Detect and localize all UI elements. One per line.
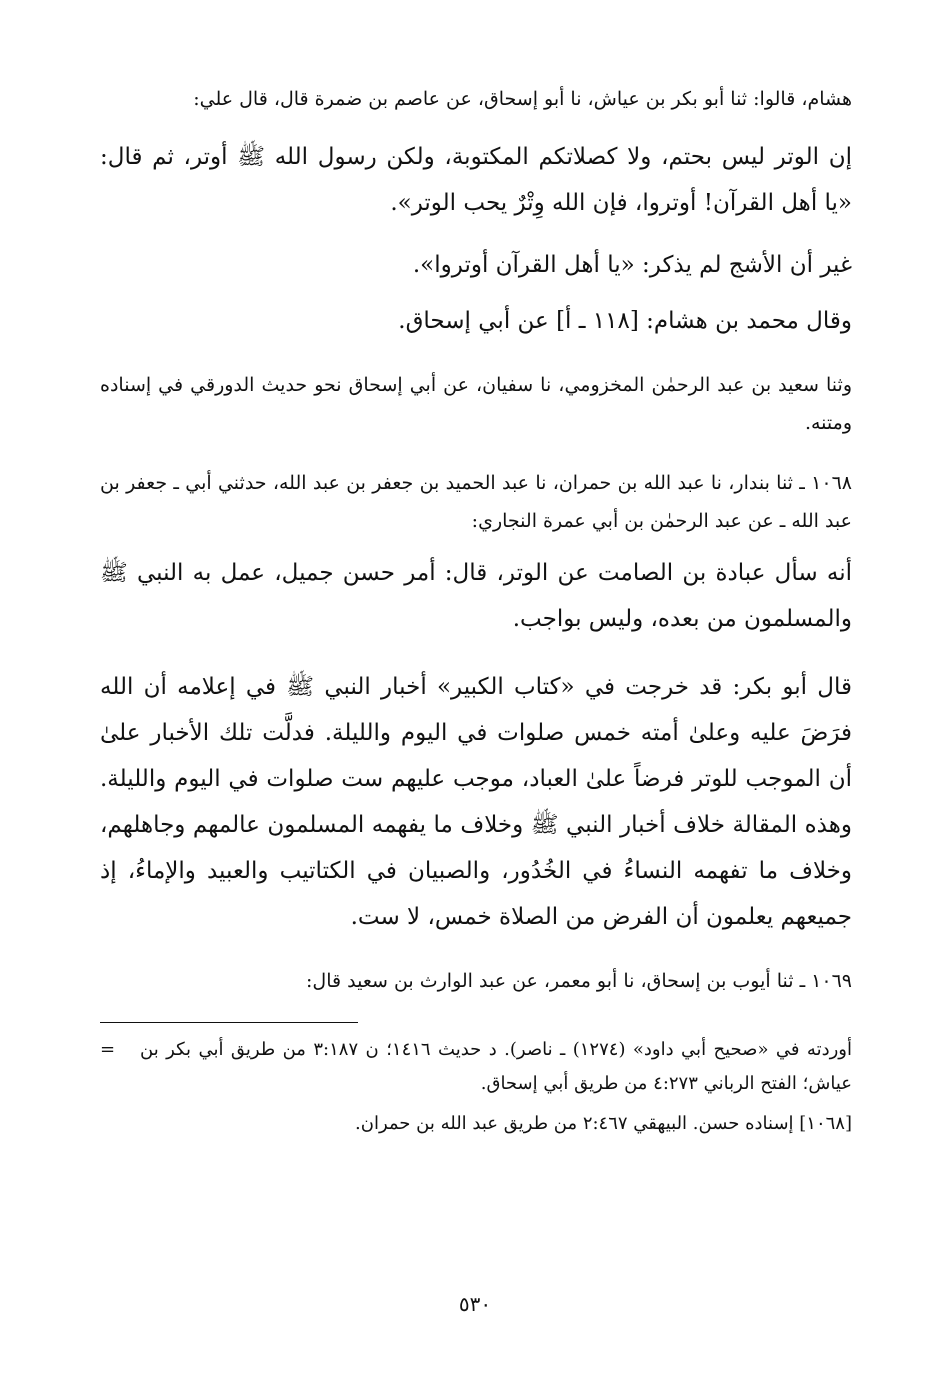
footnote-1068: [١٠٦٨] إسناده حسن. البيهقي ٢:٤٦٧ من طريق عبد الله بن حمران. [355, 1113, 852, 1134]
paragraph-hadith-1068-text: أنه سأل عبادة بن الصامت عن الوتر، قال: أمر حسن جميل، عمل به النبي ﷺ والمسلمون من بعده، وليس بواجب. [100, 560, 852, 632]
paragraph-hadith-text-1: إن الوتر ليس بحتم، ولا كصلاتكم المكتوبة، ولكن رسول الله ﷺ أوتر، ثم قال: «يا أهل القرآن! أوتروا، فإن الله وِتْرٌ يحب الوتر». [100, 144, 852, 216]
footnotes [100, 1033, 852, 1141]
footnote-divider [100, 1022, 358, 1023]
footnote-continuation-text: أوردته في «صحيح أبي داود» (١٢٧٤) ـ ناصر). د حديث ١٤١٦؛ ن ٣:١٨٧ من طريق أبي بكر بن عياش؛ الفتح الرباني ٤:٢٧٣ من طريق أبي إسحاق. [140, 1039, 852, 1094]
paragraph-isnad-1: هشام، قالوا: ثنا أبو بكر بن عياش، نا أبو إسحاق، عن عاصم بن ضمرة قال، قال علي: [193, 88, 852, 110]
page-number: ٥٣٠ [458, 1292, 492, 1316]
footnote-continuation-mark: = [100, 1039, 116, 1060]
paragraph-isnad-2: وثنا سعيد بن عبد الرحمٰن المخزومي، نا سفيان، عن أبي إسحاق نحو حديث الدورقي في إسناده ومتنه. [100, 374, 852, 434]
paragraph-hadith-1068-isnad: ١٠٦٨ ـ ثنا بندار، نا عبد الله بن حمران، نا عبد الحميد بن جعفر بن عبد الله، حدثني أبي ـ جعفر بن عبد الله ـ عن عبد الرحمٰن بن أبي عمرة النجاري: [100, 472, 852, 532]
page-body [100, 80, 852, 1141]
paragraph-note-ashaj: غير أن الأشج لم يذكر: «يا أهل القرآن أوتروا». [412, 252, 852, 278]
paragraph-note-hisham: وقال محمد بن هشام: [١١٨ ـ أ] عن أبي إسحاق. [398, 308, 852, 334]
paragraph-hadith-1069-isnad: ١٠٦٩ ـ ثنا أيوب بن إسحاق، نا أبو معمر، عن عبد الوارث بن سعيد قال: [306, 970, 852, 992]
paragraph-abu-bakr-commentary: قال أبو بكر: قد خرجت في «كتاب الكبير» أخبار النبي ﷺ في إعلامه أن الله فرَضَ عليه وعلىٰ أمته خمس صلوات في اليوم والليلة. فدلَّت تلك الأخبار علىٰ أن الموجب للوتر فرضاً علىٰ العباد، موجب عليهم ست صلوات في اليوم والليلة. وهذه المقالة خلاف أخبار النبي ﷺ وخلاف ما يفهمه المسلمون عالمهم وجاهلهم، وخلاف ما تفهمه النساءُ في الخُدُور، والصبيان في الكتاتيب والعبيد والإماءُ، إذ جميعهم يعلمون أن الفرض من الصلاة خمس، لا ست. [100, 674, 852, 930]
footnote-continuation [100, 1033, 852, 1101]
